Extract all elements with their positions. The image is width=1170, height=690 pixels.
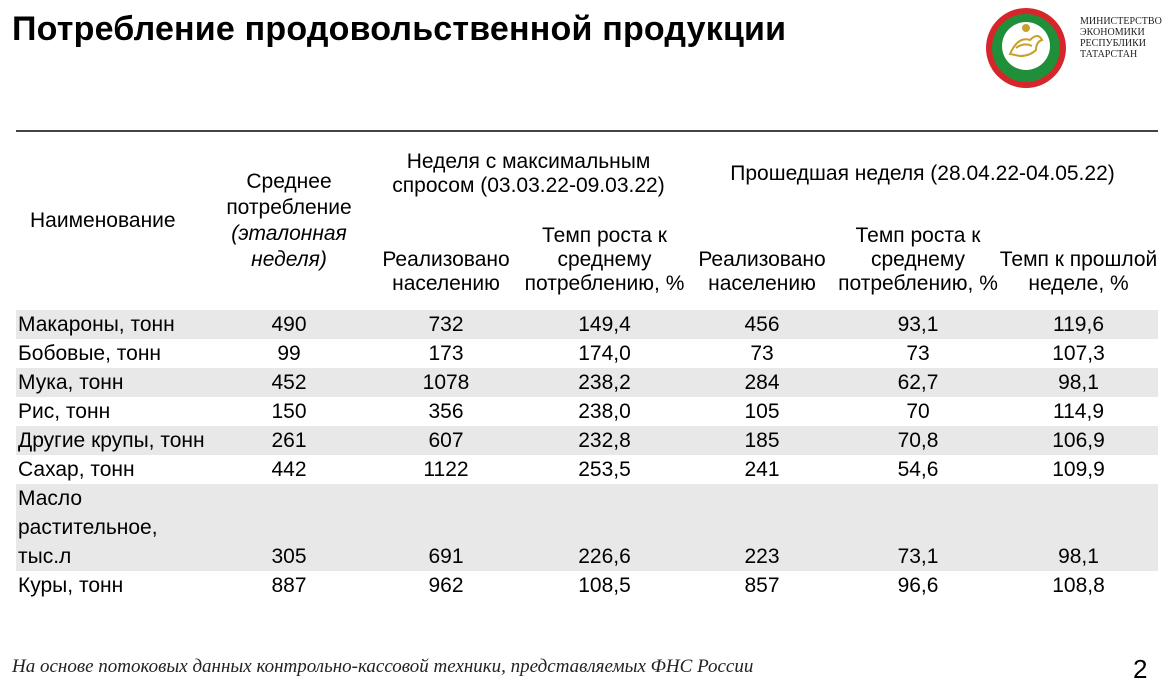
row-max-sold: 1122 <box>423 458 469 481</box>
table-row <box>16 339 1158 368</box>
table-row <box>16 484 1158 571</box>
row-name: Рис, тонн <box>18 400 111 423</box>
row-max-sold: 1078 <box>370 368 522 397</box>
row-name: Сахар, тонн <box>18 458 135 481</box>
table-row <box>16 397 1158 426</box>
row-last-sold: 241 <box>744 458 780 481</box>
row-avg: 490 <box>208 310 370 339</box>
row-last-sold: 185 <box>687 426 837 455</box>
row-last-rate: 70 <box>906 400 930 423</box>
row-avg: 887 <box>271 574 307 597</box>
row-last-prev: 109,9 <box>1052 458 1105 481</box>
col-header-max-sold: Реализовано населению <box>382 248 510 295</box>
row-max-rate: 174,0 <box>578 342 631 365</box>
row-last-sold: 284 <box>687 368 837 397</box>
row-max-rate: 149,4 <box>522 310 687 339</box>
row-last-rate: 73 <box>906 342 930 365</box>
ministry-name <box>1080 16 1168 60</box>
row-avg: 150 <box>271 400 307 423</box>
row-avg: 305 <box>208 484 370 571</box>
row-max-sold: 691 <box>370 484 522 571</box>
ministry-line: ТАТАРСТАН <box>1080 49 1138 60</box>
table-row <box>16 310 1158 339</box>
table-header-row <box>16 132 1158 212</box>
row-avg: 452 <box>208 368 370 397</box>
page-title: Потребление продовольственной продукции <box>12 10 787 48</box>
ministry-line: МИНИСТЕРСТВО <box>1080 16 1162 27</box>
row-last-sold: 857 <box>744 574 780 597</box>
table-row <box>16 455 1158 484</box>
col-header-last-prev: Темп к прошлой неделе, % <box>999 248 1158 295</box>
row-name: Бобовые, тонн <box>18 342 162 365</box>
row-last-sold: 223 <box>687 484 837 571</box>
row-last-prev: 106,9 <box>999 426 1158 455</box>
col-header-max-rate: Темп роста к среднему потреблению, % <box>524 224 685 295</box>
row-max-rate: 238,2 <box>522 368 687 397</box>
col-header-avg <box>208 132 370 310</box>
col-group-max-demand: Неделя с максимальным спросом (03.03.22-09.03.22) <box>392 150 665 197</box>
row-last-prev: 108,8 <box>1052 574 1105 597</box>
row-last-rate: 96,6 <box>897 574 939 597</box>
row-name: Куры, тонн <box>18 574 124 597</box>
row-name: Мука, тонн <box>16 368 208 397</box>
row-last-rate: 70,8 <box>837 426 999 455</box>
row-last-sold: 456 <box>687 310 837 339</box>
row-max-rate: 108,5 <box>578 574 631 597</box>
col-header-last-rate: Темп роста к среднему потреблению, % <box>838 224 998 295</box>
row-avg: 99 <box>277 342 301 365</box>
row-last-prev: 114,9 <box>1053 400 1104 423</box>
tatarstan-coat-of-arms-icon <box>980 6 1072 90</box>
row-max-rate: 238,0 <box>578 400 631 423</box>
row-last-sold: 105 <box>744 400 780 423</box>
col-header-last-sold: Реализовано населению <box>698 248 826 295</box>
row-last-sold: 73 <box>750 342 774 365</box>
row-max-sold: 356 <box>428 400 464 423</box>
col-header-name: Наименование <box>30 209 176 232</box>
row-last-rate: 62,7 <box>837 368 999 397</box>
col-header-avg-note: (эталонная неделя) <box>231 222 347 271</box>
row-max-sold: 173 <box>428 342 464 365</box>
ministry-line: РЕСПУБЛИКИ <box>1080 38 1147 49</box>
row-avg: 261 <box>208 426 370 455</box>
row-last-prev: 98,1 <box>999 368 1158 397</box>
row-max-rate: 253,5 <box>578 458 631 481</box>
row-last-rate: 93,1 <box>837 310 999 339</box>
ministry-line: ЭКОНОМИКИ <box>1080 27 1145 38</box>
row-max-sold: 607 <box>370 426 522 455</box>
row-max-rate: 232,8 <box>522 426 687 455</box>
row-name: Макароны, тонн <box>16 310 208 339</box>
col-header-avg-main: Среднее потребление <box>226 170 352 219</box>
consumption-table <box>16 132 1158 600</box>
row-max-sold: 962 <box>428 574 464 597</box>
page-number: 2 <box>1133 654 1148 684</box>
row-last-rate: 54,6 <box>897 458 939 481</box>
row-last-prev: 119,6 <box>999 310 1158 339</box>
col-group-last-week: Прошедшая неделя (28.04.22-04.05.22) <box>730 162 1115 185</box>
row-name: Другие крупы, тонн <box>16 426 208 455</box>
row-max-rate: 226,6 <box>522 484 687 571</box>
table-row <box>16 368 1158 397</box>
row-last-rate: 73,1 <box>837 484 999 571</box>
row-max-sold: 732 <box>370 310 522 339</box>
row-name: Масло растительное, тыс.л <box>16 484 208 571</box>
row-avg: 442 <box>271 458 307 481</box>
source-footnote: На основе потоковых данных контрольно-кассовой техники, представляемых ФНС России <box>12 656 754 677</box>
row-last-prev: 98,1 <box>999 484 1158 571</box>
row-last-prev: 107,3 <box>1052 342 1105 365</box>
table-row <box>16 426 1158 455</box>
table-row <box>16 571 1158 600</box>
